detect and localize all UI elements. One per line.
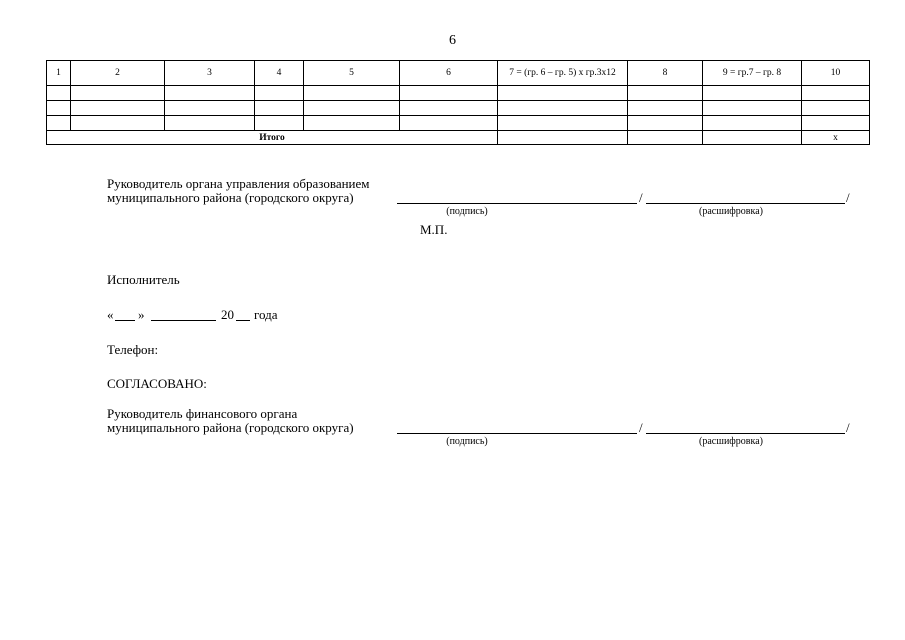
phone-label: Телефон: [107, 342, 159, 357]
signature1-decode-line[interactable] [646, 203, 845, 204]
signature2-sign-line[interactable] [397, 433, 637, 434]
table-cell[interactable] [304, 86, 400, 101]
table-cell[interactable] [703, 116, 802, 131]
header-cell: 2 [71, 61, 165, 86]
signature1-sign-caption: (подпись) [446, 206, 488, 217]
table-cell[interactable] [498, 86, 628, 101]
signature1-decode-caption: (расшифровка) [699, 206, 763, 217]
date-open-quote: « [107, 307, 114, 322]
signature1-slash-left: / [639, 190, 643, 205]
table-cell[interactable] [498, 131, 628, 145]
table-row [47, 101, 870, 116]
header-cell: 10 [802, 61, 870, 86]
total-label: Итого [47, 131, 498, 145]
table-cell[interactable] [71, 101, 165, 116]
signature2-title-line1: Руководитель финансового органа [107, 406, 298, 421]
table-cell[interactable] [498, 101, 628, 116]
header-cell: 3 [165, 61, 255, 86]
table-cell[interactable] [47, 116, 71, 131]
signature2-decode-line[interactable] [646, 433, 845, 434]
header-cell: 9 = гр.7 – гр. 8 [703, 61, 802, 86]
date-day-line[interactable] [115, 320, 135, 321]
table-cell[interactable] [703, 101, 802, 116]
signature1-title-line1: Руководитель органа управления образованием [107, 176, 370, 191]
agreed-label: СОГЛАСОВАНО: [107, 376, 207, 391]
total-row [47, 131, 870, 145]
header-cell: 1 [47, 61, 71, 86]
table-cell[interactable] [703, 131, 802, 145]
table-cell[interactable] [802, 86, 870, 101]
header-cell: 8 [628, 61, 703, 86]
signature1-sign-line[interactable] [397, 203, 637, 204]
table-cell[interactable] [71, 116, 165, 131]
table-cell[interactable] [165, 101, 255, 116]
table-cell[interactable] [498, 116, 628, 131]
table-row [47, 116, 870, 131]
page-number: 6 [449, 33, 456, 48]
signature1-title-line2: муниципального района (городского округа) [107, 190, 354, 205]
table-cell[interactable] [400, 101, 498, 116]
stamp-label: М.П. [420, 222, 448, 237]
table-cell[interactable] [255, 101, 304, 116]
table-cell[interactable] [304, 101, 400, 116]
executor-label: Исполнитель [107, 272, 180, 287]
table-cell[interactable] [802, 101, 870, 116]
signature2-title-line2: муниципального района (городского округа) [107, 420, 354, 435]
date-month-line[interactable] [151, 320, 216, 321]
table-cell[interactable] [628, 116, 703, 131]
table-cell[interactable] [628, 86, 703, 101]
table-cell[interactable] [703, 86, 802, 101]
header-cell: 7 = (гр. 6 – гр. 5) х гр.3х12 [498, 61, 628, 86]
signature2-slash-left: / [639, 420, 643, 435]
form-table [46, 60, 870, 145]
table-cell[interactable] [165, 116, 255, 131]
signature2-slash-right: / [846, 420, 850, 435]
header-cell: 5 [304, 61, 400, 86]
table-cell[interactable] [628, 101, 703, 116]
date-year-word: года [254, 307, 278, 322]
table-cell[interactable] [802, 116, 870, 131]
total-last-cell: х [802, 131, 870, 145]
table-cell[interactable] [304, 116, 400, 131]
table-cell[interactable] [47, 86, 71, 101]
table-cell[interactable] [400, 86, 498, 101]
table-cell[interactable] [47, 101, 71, 116]
signature1-slash-right: / [846, 190, 850, 205]
table-row [47, 86, 870, 101]
table-cell[interactable] [628, 131, 703, 145]
signature2-sign-caption: (подпись) [446, 436, 488, 447]
table-cell[interactable] [255, 86, 304, 101]
table-cell[interactable] [255, 116, 304, 131]
date-year-line[interactable] [236, 320, 250, 321]
signature2-decode-caption: (расшифровка) [699, 436, 763, 447]
header-cell: 6 [400, 61, 498, 86]
table-cell[interactable] [165, 86, 255, 101]
header-cell: 4 [255, 61, 304, 86]
table-cell[interactable] [71, 86, 165, 101]
table-header-row [47, 61, 870, 86]
date-close-quote: » [138, 307, 145, 322]
table-cell[interactable] [400, 116, 498, 131]
date-year-prefix: 20 [221, 307, 234, 322]
